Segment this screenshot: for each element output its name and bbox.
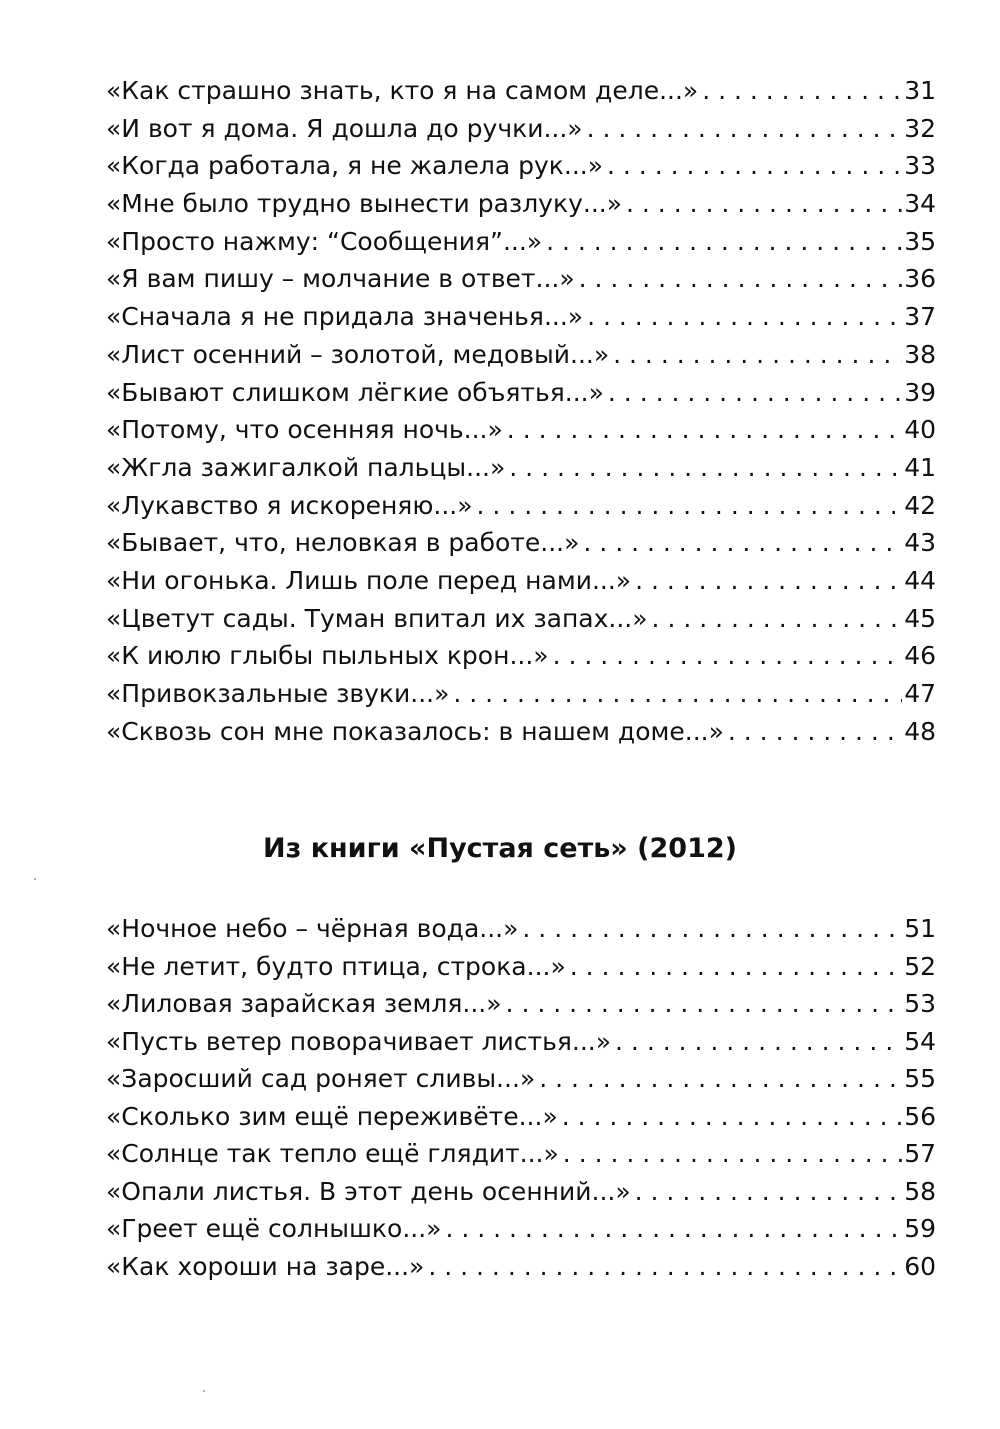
dot-leader (608, 374, 902, 412)
toc-entry-title: «Цветут сады. Туман впитал их запах...» (106, 603, 648, 633)
toc-entry-page: 51 (904, 914, 936, 943)
toc-entry-page: 37 (904, 302, 936, 332)
dot-leader (453, 675, 902, 713)
toc-entry-title: «Опали листья. В этот день осенний...» (106, 1176, 631, 1206)
toc-entry-title: «Лукавство я искореняю...» (106, 490, 473, 520)
toc-entry-page: 38 (904, 339, 936, 369)
dot-leader (553, 637, 903, 675)
dot-leader (563, 1135, 902, 1173)
toc-entry-page: 57 (904, 1139, 936, 1168)
toc-entry-page: 32 (904, 113, 936, 143)
toc-entry (106, 336, 936, 374)
toc-entry-title: «И вот я дома. Я дошла до ручки...» (106, 113, 583, 143)
toc-entry-title: «Лиловая зарайская земля...» (106, 989, 502, 1018)
dot-leader (445, 1210, 902, 1248)
dot-leader (626, 185, 902, 223)
toc-entry-title: «Я вам пишу – молчание в ответ...» (106, 264, 575, 294)
toc-entry-page: 52 (904, 951, 936, 981)
toc-entry (106, 600, 936, 638)
toc-entry (106, 1023, 936, 1061)
toc-entry-page: 55 (904, 1064, 936, 1093)
toc-entry (106, 1173, 936, 1211)
toc-entry-page: 45 (904, 603, 936, 633)
toc-entry-title: «Просто нажму: “Сообщения”...» (106, 226, 543, 256)
dot-leader (507, 411, 902, 449)
toc-entry-title: «Греет ещё солнышко...» (106, 1214, 442, 1243)
toc-entry-title: «Заросший сад роняет сливы...» (106, 1064, 536, 1093)
dot-leader (702, 72, 902, 110)
toc-entry-page: 58 (904, 1176, 936, 1206)
toc-entry-title: «Солнце так тепло ещё глядит...» (106, 1139, 559, 1168)
toc-entry-page: 36 (904, 264, 936, 294)
toc-entry-title: «К июлю глыбы пыльных крон...» (106, 641, 549, 671)
toc-entry (106, 487, 936, 525)
dot-leader (583, 524, 902, 562)
toc-entry (106, 524, 936, 562)
toc-entry-title: «Не летит, будто птица, строка...» (106, 951, 566, 981)
toc-entry-title: «Сквозь сон мне показалось: в нашем доме...» (106, 716, 724, 746)
toc-entry-title: «Пусть ветер поворачивает листья...» (106, 1026, 612, 1056)
scan-speck (203, 1390, 205, 1392)
dot-leader (579, 260, 903, 298)
dot-leader (506, 985, 903, 1023)
toc-entry (106, 298, 936, 336)
toc-entry (106, 1248, 936, 1286)
dot-leader (539, 1060, 902, 1098)
toc-entry (106, 1210, 936, 1248)
toc-entry-title: «Как страшно знать, кто я на самом деле...» (106, 76, 699, 105)
toc-entry (106, 1098, 936, 1136)
toc-entry-page: 47 (904, 679, 936, 708)
toc-entry (106, 110, 936, 148)
toc-entry (106, 1135, 936, 1173)
toc-entry-page: 34 (904, 189, 936, 219)
toc-entry-title: «Лист осенний – золотой, медовый...» (106, 339, 610, 369)
toc-list-second (106, 910, 936, 1285)
toc-entry-title: «Бывают слишком лёгкие объятья...» (106, 377, 604, 407)
dot-leader (509, 449, 902, 487)
toc-entry-page: 59 (904, 1214, 936, 1243)
section-heading: Из книги «Пустая сеть» (2012) (263, 833, 737, 864)
toc-entry-title: «Как хороши на заре...» (106, 1251, 425, 1281)
toc-entry-title: «Сначала я не придала значенья...» (106, 302, 584, 332)
toc-entry (106, 637, 936, 675)
toc-entry-page: 48 (904, 716, 936, 746)
dot-leader (635, 562, 902, 600)
dot-leader (615, 1023, 902, 1061)
toc-entry (106, 713, 936, 751)
toc-entry-page: 42 (904, 490, 936, 520)
toc-entry-title: «Бывает, что, неловкая в работе...» (106, 528, 580, 558)
toc-entry-page: 53 (904, 989, 936, 1018)
scan-speck (34, 878, 36, 880)
toc-entry-page: 46 (904, 641, 936, 671)
toc-entry (106, 223, 936, 261)
dot-leader (587, 298, 902, 336)
toc-entry-page: 44 (904, 565, 936, 595)
toc-entry-page: 31 (904, 76, 936, 105)
toc-entry (106, 562, 936, 600)
toc-entry-title: «Сколько зим ещё переживёте...» (106, 1101, 558, 1131)
toc-entry (106, 185, 936, 223)
toc-entry (106, 411, 936, 449)
dot-leader (522, 910, 902, 948)
toc-entry-page: 41 (904, 452, 936, 482)
toc-entry-page: 60 (904, 1251, 936, 1281)
dot-leader (652, 600, 903, 638)
dot-leader (607, 147, 902, 185)
toc-entry-page: 33 (904, 151, 936, 181)
dot-leader (635, 1173, 903, 1211)
dot-leader (546, 223, 902, 261)
toc-entry-title: «Привокзальные звуки...» (106, 679, 450, 708)
toc-entry (106, 910, 936, 948)
dot-leader (477, 487, 903, 525)
toc-entry-page: 54 (904, 1026, 936, 1056)
toc-entry (106, 675, 936, 713)
toc-entry-title: «Мне было трудно вынести разлуку...» (106, 189, 623, 219)
dot-leader (613, 336, 902, 374)
toc-entry-page: 56 (904, 1101, 936, 1131)
dot-leader (562, 1098, 902, 1136)
toc-entry-title: «Ни огонька. Лишь поле перед нами...» (106, 565, 632, 595)
toc-entry-page: 40 (904, 415, 936, 445)
toc-entry-page: 39 (904, 377, 936, 407)
toc-entry-title: «Жгла зажигалкой пальцы...» (106, 452, 506, 482)
toc-entry-title: «Когда работала, я не жалела рук...» (106, 151, 604, 181)
dot-leader (587, 110, 903, 148)
toc-entry (106, 948, 936, 986)
toc-entry-title: «Ночное небо – чёрная вода...» (106, 914, 519, 943)
toc-entry (106, 260, 936, 298)
toc-entry (106, 985, 936, 1023)
toc-entry-page: 35 (904, 226, 936, 256)
dot-leader (428, 1248, 902, 1286)
toc-list-first (106, 72, 936, 750)
dot-leader (570, 948, 902, 986)
toc-entry (106, 1060, 936, 1098)
dot-leader (728, 713, 902, 751)
toc-entry (106, 147, 936, 185)
toc-entry-title: «Потому, что осенняя ночь...» (106, 415, 503, 445)
toc-entry (106, 72, 936, 110)
toc-entry-page: 43 (904, 528, 936, 558)
toc-entry (106, 449, 936, 487)
toc-entry (106, 374, 936, 412)
